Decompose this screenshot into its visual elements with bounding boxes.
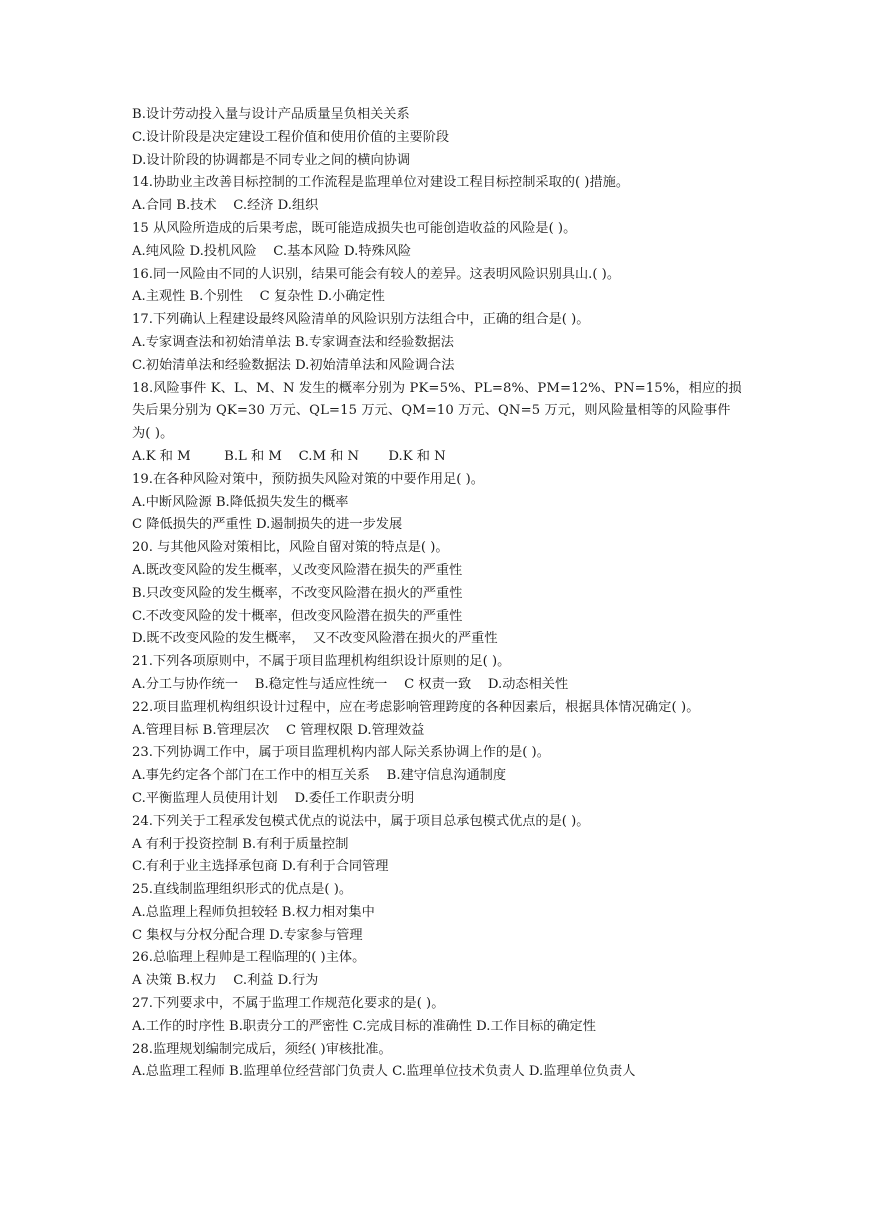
question-20-option-c: C.不改变风险的发十概率，但改变风险潜在损失的严重性 [132, 608, 463, 624]
question-25: 25.直线制监理组织形式的优点是( )。 [132, 882, 353, 898]
question-17-options-cd: C.初始清单法和经验数据法 D.初始清单法和风险调合法 [132, 357, 455, 373]
question-28-options: A.总监理工程师 B.监理单位经营部门负责人 C.监理单位技术负责人 D.监理单位负责人 [132, 1064, 636, 1080]
question-19-options-cd: C 降低损失的严重性 D.遏制损失的进一步发展 [132, 517, 403, 533]
question-17: 17.下列确认上程建设最终风险清单的风险识别方法组合中，正确的组合是( )。 [132, 312, 590, 328]
document-page [132, 104, 742, 1084]
question-23: 23.下列协调工作中，属于项目监理机构内部人际关系协调上作的是( )。 [132, 745, 550, 761]
question-15: 15 从风险所造成的后果考虑，既可能造成损失也可能创造收益的风险是( )。 [132, 220, 577, 236]
question-21: 21.下列各项原则中，不属于项目监理机构组织设计原则的足( )。 [132, 654, 511, 670]
question-24-options-cd: C.有利于业主选择承包商 D.有利于合同管理 [132, 859, 389, 875]
question-23-options-cd: C.平衡监理人员使用计划 D.委任工作职责分明 [132, 790, 415, 806]
question-25-options-cd: C 集权与分权分配合理 D.专家参与管理 [132, 927, 363, 943]
question-20-option-d: D.既不改变风险的发生概率， 又不改变风险潜在损火的严重性 [132, 631, 498, 647]
question-21-options: A.分工与协作统一 B.稳定性与适应性统一 C 权责一致 D.动态相关性 [132, 676, 569, 692]
question-18: 18.风险事件 K、L、M、N 发生的概率分别为 PK=5%、PL=8%、PM=12%、PN=15%，相应的损失后果分别为 QK=30 万元、QL=15 万元、QM=10 万元、QN=5 万元，则风险量相等的风险事件为( )。 [132, 380, 742, 442]
question-19-options-ab: A.中断风险源 B.降低损失发生的概率 [132, 494, 349, 510]
question-20-option-b: B.只改变风险的发生概率，不改变风险潜在损火的严重性 [132, 585, 463, 601]
question-24: 24.下列关于工程承发包模式优点的说法中，属于项目总承包模式优点的是( )。 [132, 813, 590, 829]
question-28: 28.监理规划编制完成后，须经( )审核批准。 [132, 1041, 392, 1057]
question-18-options: A.K 和 M B.L 和 M C.M 和 N D.K 和 N [132, 448, 446, 464]
text-line: C.设计阶段是决定建设工程价值和使用价值的主要阶段 [132, 129, 450, 145]
question-26-options: A 决策 B.权力 C.利益 D.行为 [132, 973, 319, 989]
question-16-options: A.主观性 B.个别性 C 复杂性 D.小确定性 [132, 289, 385, 305]
question-20-option-a: A.既改变风险的发生概率，乂改变风险潜在损失的严重性 [132, 562, 463, 578]
question-14-options: A.合同 B.技术 C.经济 D.组织 [132, 198, 319, 214]
question-17-options-ab: A.专家调查法和初始清单法 B.专家调查法和经验数据法 [132, 334, 454, 350]
question-20: 20. 与其他风险对策相比，风险自留对策的特点是( )。 [132, 540, 449, 556]
question-25-options-ab: A.总监理上程师负担较轻 B.权力相对集中 [132, 904, 375, 920]
question-24-options-ab: A 有利于投资控制 B.有利于质量控制 [132, 836, 349, 852]
question-14: 14.协助业主改善目标控制的工作流程是监理单位对建设工程目标控制采取的( )措施。 [132, 175, 630, 191]
question-22: 22.项目监理机构组织设计过程中，应在考虑影响管理跨度的各种因素后，根据具体情况确定( )。 [132, 699, 700, 715]
question-26: 26.总临理上程帅是工程临理的( )主体。 [132, 950, 366, 966]
question-19: 19.在各种风险对策中，预防损失风险对策的中要作用足( )。 [132, 471, 484, 487]
question-22-options: A.管理目标 B.管理层次 C 管理权限 D.管理效益 [132, 722, 425, 738]
question-16: 16.同一风险由不同的人识别，结果可能会有较人的差异。这表明风险识别具山.( )。 [132, 266, 621, 282]
question-23-options-ab: A.事先约定各个部门在工作中的相互关系 B.建守信息沟通制度 [132, 768, 507, 784]
question-27: 27.下列要求中，不属于监理工作规范化要求的是( )。 [132, 996, 445, 1012]
text-line: D.设计阶段的协调都是不同专业之间的横向协调 [132, 152, 411, 168]
question-15-options: A.纯风险 D.投机风险 C.基本风险 D.特殊风险 [132, 243, 412, 259]
text-line: B.设计劳动投入量与设计产品质量呈负相关关系 [132, 107, 410, 122]
question-27-options: A.工作的时序性 B.职责分工的严密性 C.完成目标的准确性 D.工作目标的确定性 [132, 1018, 596, 1034]
